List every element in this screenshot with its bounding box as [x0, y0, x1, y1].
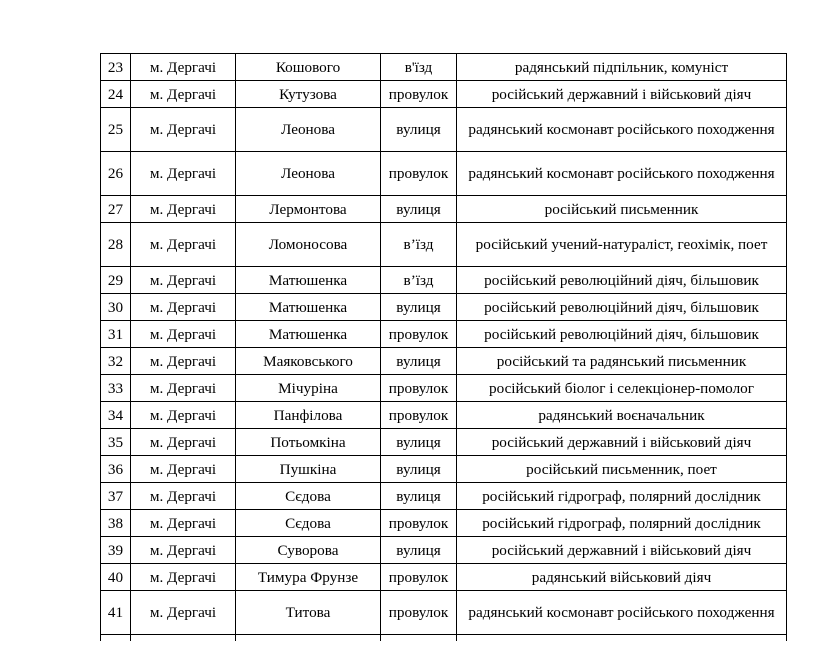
description-cell: радянський воєначальник	[457, 402, 787, 429]
street-type-cell: в’їзд	[381, 267, 457, 294]
row-number: 28	[101, 223, 131, 267]
street-name-cell: Сєдова	[236, 510, 381, 537]
row-number: 25	[101, 108, 131, 152]
row-number: 35	[101, 429, 131, 456]
table-row	[101, 321, 787, 348]
table-row	[101, 196, 787, 223]
street-type-cell: вулиця	[381, 429, 457, 456]
description-cell: російський гідрограф, полярний дослідник	[457, 483, 787, 510]
street-name-cell: Панфілова	[236, 402, 381, 429]
street-name-cell: Маяковського	[236, 348, 381, 375]
row-number: 38	[101, 510, 131, 537]
description-cell: радянський космонавт російського походження	[457, 108, 787, 152]
description-cell: російський революційний діяч, більшовик	[457, 267, 787, 294]
description-cell: російський державний і військовий діяч	[457, 81, 787, 108]
table-row	[101, 564, 787, 591]
row-number: 29	[101, 267, 131, 294]
description-cell: радянський космонавт російського походження	[457, 152, 787, 196]
settlement-cell: м. Дергачі	[131, 223, 236, 267]
settlement-cell: м. Дергачі	[131, 321, 236, 348]
street-type-cell: вулиця	[381, 456, 457, 483]
street-names-table	[100, 53, 787, 641]
table-row	[101, 294, 787, 321]
street-type-cell: в'їзд	[381, 54, 457, 81]
street-type-cell: провулок	[381, 510, 457, 537]
row-number: 30	[101, 294, 131, 321]
street-type-cell: вулиця	[381, 196, 457, 223]
settlement-cell: м. Дергачі	[131, 456, 236, 483]
street-type-cell: провулок	[381, 375, 457, 402]
description-cell: російський гідрограф, полярний дослідник	[457, 510, 787, 537]
table-row	[101, 537, 787, 564]
street-name-cell: Мічуріна	[236, 375, 381, 402]
street-type-cell: провулок	[381, 152, 457, 196]
row-number: 36	[101, 456, 131, 483]
settlement-cell: м. Дергачі	[131, 402, 236, 429]
street-type-cell: вулиця	[381, 348, 457, 375]
settlement-cell: м. Дергачі	[131, 510, 236, 537]
table-row	[101, 402, 787, 429]
street-name-cell: Леонова	[236, 108, 381, 152]
table-row-cut-off	[101, 635, 787, 642]
settlement-cell: м. Дергачі	[131, 348, 236, 375]
table-row	[101, 483, 787, 510]
settlement-cell: м. Дергачі	[131, 375, 236, 402]
row-number: 41	[101, 591, 131, 635]
street-name-cell: Суворова	[236, 537, 381, 564]
table-row	[101, 267, 787, 294]
row-number: 40	[101, 564, 131, 591]
table-row	[101, 81, 787, 108]
table-row	[101, 591, 787, 635]
description-cell: російський учений-натураліст, геохімік, поет	[457, 223, 787, 267]
table-row	[101, 429, 787, 456]
settlement-cell: м. Дергачі	[131, 81, 236, 108]
settlement-cell: м. Дергачі	[131, 537, 236, 564]
description-cell: російський письменник	[457, 196, 787, 223]
table-row	[101, 54, 787, 81]
settlement-cell: м. Дергачі	[131, 294, 236, 321]
description-cell: російський державний і військовий діяч	[457, 537, 787, 564]
row-number: 39	[101, 537, 131, 564]
row-number: 24	[101, 81, 131, 108]
street-type-cell: вулиця	[381, 294, 457, 321]
street-name-cell: Кутузова	[236, 81, 381, 108]
table-row	[101, 456, 787, 483]
description-cell: російський письменник, поет	[457, 456, 787, 483]
description-cell: російський революційний діяч, більшовик	[457, 294, 787, 321]
description-cell: російський державний і військовий діяч	[457, 429, 787, 456]
street-name-cell: Тимура Фрунзе	[236, 564, 381, 591]
settlement-cell: м. Дергачі	[131, 267, 236, 294]
row-number: 23	[101, 54, 131, 81]
street-name-cell: Пушкіна	[236, 456, 381, 483]
settlement-cell: м. Дергачі	[131, 564, 236, 591]
street-name-cell: Кошового	[236, 54, 381, 81]
street-name-cell: Матюшенка	[236, 267, 381, 294]
settlement-cell: м. Дергачі	[131, 429, 236, 456]
table-row	[101, 510, 787, 537]
row-number: 34	[101, 402, 131, 429]
row-number: 33	[101, 375, 131, 402]
table-row	[101, 152, 787, 196]
street-name-cell: Ломоносова	[236, 223, 381, 267]
street-type-cell: провулок	[381, 564, 457, 591]
settlement-cell: м. Дергачі	[131, 196, 236, 223]
street-name-cell: Сєдова	[236, 483, 381, 510]
description-cell: російський та радянський письменник	[457, 348, 787, 375]
row-number: 31	[101, 321, 131, 348]
settlement-cell: м. Дергачі	[131, 108, 236, 152]
street-name-cell: Титова	[236, 591, 381, 635]
row-number: 37	[101, 483, 131, 510]
settlement-cell: м. Дергачі	[131, 483, 236, 510]
settlement-cell: м. Дергачі	[131, 152, 236, 196]
street-type-cell: провулок	[381, 321, 457, 348]
table-row	[101, 223, 787, 267]
description-cell: радянський військовий діяч	[457, 564, 787, 591]
street-type-cell: вулиця	[381, 108, 457, 152]
street-name-cell: Матюшенка	[236, 294, 381, 321]
street-type-cell: вулиця	[381, 537, 457, 564]
description-cell: російський біолог і селекціонер-помолог	[457, 375, 787, 402]
row-number: 26	[101, 152, 131, 196]
street-type-cell: провулок	[381, 81, 457, 108]
table-row	[101, 375, 787, 402]
description-cell: радянський космонавт російського походження	[457, 591, 787, 635]
settlement-cell: м. Дергачі	[131, 54, 236, 81]
street-name-cell: Леонова	[236, 152, 381, 196]
table-row	[101, 348, 787, 375]
street-type-cell: провулок	[381, 591, 457, 635]
description-cell: радянський підпільник, комуніст	[457, 54, 787, 81]
description-cell: російський революційний діяч, більшовик	[457, 321, 787, 348]
street-name-cell: Матюшенка	[236, 321, 381, 348]
street-type-cell: вулиця	[381, 483, 457, 510]
street-type-cell: в’їзд	[381, 223, 457, 267]
row-number: 27	[101, 196, 131, 223]
street-name-cell: Потьомкіна	[236, 429, 381, 456]
row-number: 32	[101, 348, 131, 375]
table-row	[101, 108, 787, 152]
street-name-cell: Лермонтова	[236, 196, 381, 223]
settlement-cell: м. Дергачі	[131, 591, 236, 635]
street-type-cell: провулок	[381, 402, 457, 429]
